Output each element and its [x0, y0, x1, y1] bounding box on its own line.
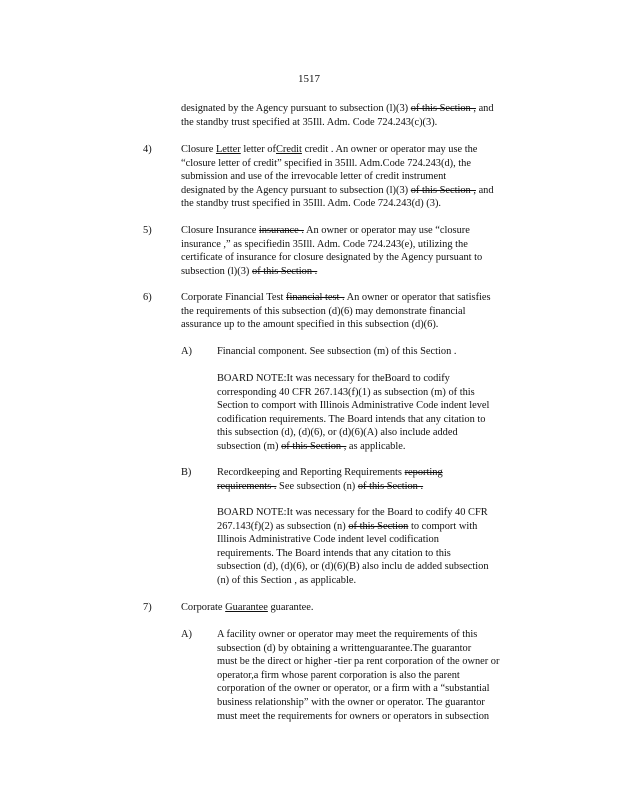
text-line — [217, 466, 539, 480]
text-run: 267.143(f)(2) as subsection (n) — [217, 520, 346, 532]
deleted-text: of this Section . — [252, 265, 318, 277]
text-run: letter of — [243, 144, 276, 155]
deleted-text: financial test . — [286, 292, 345, 303]
text-run: subsection (l)(3) — [181, 265, 250, 277]
text-run: designated by the Agency pursuant to subsection (l)(3) — [181, 184, 409, 196]
text-line: must be the direct or higher -tier pa rent corporation of the owner or — [217, 656, 500, 668]
inserted-text: Credit — [275, 144, 302, 155]
deleted-text: of this Section , — [281, 440, 347, 452]
inserted-text: Guarantee — [225, 602, 268, 613]
text-line: requirements. The Board intends that any citation to this — [217, 547, 451, 559]
text-line — [181, 265, 539, 279]
text-run: credit . — [304, 144, 334, 155]
text-run: See subsection (n) — [279, 480, 356, 492]
text-line: subsection (d) by obtaining a writtenguarantee.The guarantor — [217, 642, 472, 654]
intro-paragraph — [181, 102, 539, 129]
page-number: 1517 — [298, 73, 320, 85]
text-line: (n) of this Section , as applicable. — [217, 574, 357, 586]
text-line — [181, 102, 539, 116]
deleted-text: of this Section , — [410, 103, 476, 114]
text-line — [181, 224, 539, 238]
text-line — [181, 184, 539, 198]
text-run: An owner or operator that satisfies — [346, 292, 491, 303]
text-line — [217, 440, 539, 454]
item-number: 4) — [143, 144, 152, 155]
subitem-letter: A) — [181, 346, 192, 357]
subitem-letter: A) — [181, 629, 192, 640]
text-line: this subsection (d), (d)(6), or (d)(6)(A) also include added — [217, 427, 458, 439]
text-run: An owner or operator may use the — [335, 144, 478, 155]
item-6A-paragraph — [217, 345, 539, 359]
text-line: Illinois Administrative Code indent level codification — [217, 534, 439, 546]
text-run: Corporate Financial Test — [181, 292, 284, 303]
subitem-letter: B) — [181, 467, 192, 478]
text-run: and — [478, 103, 494, 114]
item-number: 5) — [143, 225, 152, 236]
text-run: An owner or operator may use “closure — [305, 225, 470, 236]
text-line: the requirements of this subsection (d)(6) may demonstrate financial — [181, 305, 466, 317]
deleted-text: of this Section — [348, 520, 409, 532]
text-run: as applicable. — [348, 440, 406, 452]
item-5-paragraph — [181, 224, 539, 278]
text-line: Financial component. See subsection (m) of this Section . — [217, 346, 457, 357]
deleted-text: of this Section , — [410, 184, 476, 196]
text-run: Closure — [181, 144, 214, 155]
text-line: “closure letter of credit” specified in 35Ill. Adm.Code 724.243(d), the — [181, 157, 471, 169]
item-number: 6) — [143, 292, 152, 303]
text-run: and — [478, 184, 494, 196]
text-line: the standby trust specified at 35Ill. Adm. Code 724.243(c)(3). — [181, 116, 438, 128]
text-run: Closure Insurance — [181, 225, 257, 236]
text-line: submission and use of the irrevocable letter of credit instrument — [181, 171, 447, 183]
text-line: insurance ,” as specifiedin 35Ill. Adm. Code 724.243(e), utilizing the — [181, 238, 468, 250]
text-line: BOARD NOTE:It was necessary for the Board to codify 40 CFR — [217, 507, 488, 518]
text-line — [181, 601, 539, 615]
text-line — [181, 143, 539, 157]
text-run: guarantee. — [270, 602, 314, 613]
text-line: codification requirements. The Board intends that any citation to — [217, 413, 486, 425]
item-7A-paragraph — [217, 628, 539, 723]
text-line: business relationship” with the owner or operator. The guarantor — [217, 696, 485, 708]
text-line: corresponding 40 CFR 267.143(f)(1) as subsection (m) of this — [217, 386, 475, 398]
text-run: designated by the Agency pursuant to subsection (l)(3) — [181, 103, 409, 114]
board-note-6A — [217, 372, 539, 454]
text-line — [217, 480, 539, 494]
text-run: Recordkeeping and Reporting Requirements — [217, 467, 402, 478]
item-7-paragraph — [181, 601, 539, 615]
inserted-text: Letter — [215, 144, 241, 155]
text-line: corporation of the owner or operator, or a firm with a “substantial — [217, 683, 490, 695]
board-note-6B — [217, 506, 539, 588]
item-number: 7) — [143, 602, 152, 613]
text-line: certificate of insurance for closure designated by the Agency pursuant to — [181, 252, 483, 264]
item-4-paragraph — [181, 143, 539, 211]
text-line: Section to comport with Illinois Administrative Code indent level — [217, 400, 490, 412]
deleted-text: reporting — [404, 467, 443, 478]
text-run: Corporate — [181, 602, 223, 613]
deleted-text: insurance . — [258, 225, 304, 236]
text-line: assurance up to the amount specified in this subsection (d)(6). — [181, 319, 439, 331]
item-6-paragraph — [181, 291, 539, 332]
text-line: must meet the requirements for owners or operators in subsection — [217, 710, 490, 722]
text-line: the standby trust specified in 35Ill. Adm. Code 724.243(d) (3). — [181, 198, 442, 210]
text-line: A facility owner or operator may meet the requirements of this — [217, 629, 478, 640]
text-run: to comport with — [410, 520, 478, 532]
item-6B-paragraph — [217, 466, 539, 493]
deleted-text: of this Section . — [357, 480, 424, 492]
text-line: BOARD NOTE:It was necessary for theBoard to codify — [217, 373, 450, 384]
deleted-text: requirements . — [217, 480, 277, 492]
text-run: subsection (m) — [217, 440, 279, 452]
text-line: operator,a firm whose parent corporation is also the parent — [217, 669, 460, 681]
text-line — [181, 291, 539, 305]
text-line: subsection (d), (d)(6), or (d)(6)(B) also inclu de added subsection — [217, 561, 489, 573]
text-line — [217, 520, 539, 534]
